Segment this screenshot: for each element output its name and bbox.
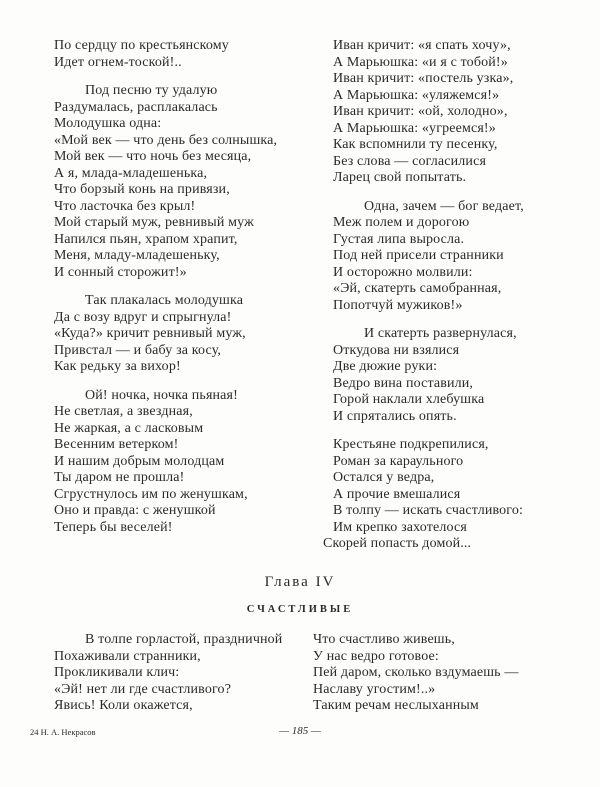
verse-line: И спрятались опять.: [333, 408, 457, 424]
verse-line: Прокликивали клич:: [54, 665, 180, 680]
verse-line: Пей даром, сколько вздумаешь —: [313, 665, 519, 680]
verse-line: Остался у ведра,: [333, 470, 435, 485]
verse-line: Не жаркая, а с ласковым: [54, 420, 204, 436]
verse-line: Похаживали странники,: [54, 648, 201, 664]
chapter-subtitle: СЧАСТЛИВЫЕ: [246, 604, 354, 615]
stanza: [323, 437, 524, 553]
verse-line: Так плакалась молодушка: [85, 293, 244, 308]
verse-line: «Куда?» кричит ревнивый муж,: [54, 326, 246, 341]
verse-line: Две дюжие руки:: [333, 359, 438, 374]
verse-line: Под ней присели странники: [333, 248, 504, 263]
verse-line: Что счастливо живешь,: [313, 632, 455, 647]
verse-line: Меж полем и дорогою: [333, 215, 470, 230]
stanza: [54, 632, 282, 715]
verse-line: Не светлая, а звездная,: [54, 404, 193, 419]
verse-line: Наславу угостим!..»: [313, 681, 436, 697]
verse-line: Таким речам неслыханным: [313, 698, 479, 713]
verse-line: Иван кричит: «постель узка»,: [333, 71, 514, 86]
verse-line: По сердцу по крестьянскому: [54, 38, 229, 53]
verse-line: И сонный сторожит!»: [54, 264, 187, 280]
verse-line: А Марьюшка: «и я с тобой!»: [333, 54, 508, 70]
verse-line: Им крепко захотелося: [333, 519, 467, 535]
verse-line: Иван кричит: «я спать хочу»,: [333, 38, 511, 53]
verse-line: Скорей попасть домой...: [323, 536, 472, 551]
stanza: [54, 83, 277, 281]
chapter-title: Глава IV: [264, 574, 336, 590]
verse-line: Напился пьян, храпом храпит,: [54, 231, 238, 247]
bottom-right-column: [313, 632, 519, 727]
verse-line: А Марьюшка: «уляжемся!»: [333, 87, 500, 103]
verse-line: И нашим добрым молодцам: [54, 453, 225, 469]
verse-line: И скатерть развернулася,: [364, 326, 517, 341]
left-column: [54, 38, 277, 548]
verse-line: Молодушка одна:: [54, 116, 162, 131]
verse-line: Крестьяне подкрепилися,: [333, 437, 489, 452]
verse-line: Меня, младу-младешеньку,: [54, 248, 220, 263]
verse-line: А я, млада-младешенька,: [54, 165, 208, 181]
stanza: [333, 199, 524, 315]
verse-line: Что борзый конь на привязи,: [54, 182, 230, 197]
verse-line: Оно и правда: с женушкой: [54, 503, 216, 518]
verse-line: Ой! ночка, ночка пьяная!: [85, 387, 238, 403]
verse-line: Мой век — что ночь без месяца,: [54, 149, 252, 164]
verse-line: Ведро вина поставили,: [333, 375, 474, 391]
verse-line: Привстал — и бабу за косу,: [54, 342, 222, 358]
verse-line: «Эй, скатерть самобранная,: [333, 281, 502, 296]
verse-line: Сгрустнулось им по женушкам,: [54, 486, 248, 502]
verse-line: Весенним ветерком!: [54, 437, 179, 452]
verse-line: Роман за караульного: [333, 453, 464, 469]
verse-line: Попотчуй мужиков!»: [333, 297, 463, 313]
verse-line: Раздумалась, расплакалась: [54, 99, 218, 115]
stanza: [54, 293, 277, 376]
stanza: [333, 326, 524, 425]
verse-line: Идет огнем-тоской!..: [54, 54, 182, 70]
right-column: [323, 38, 524, 565]
verse-line: Ты даром не прошла!: [54, 470, 185, 485]
stanza: [54, 388, 277, 537]
verse-line: Что ласточка без крыл!: [54, 198, 196, 214]
verse-line: «Мой век — что день без солнышка,: [54, 132, 278, 148]
stanza: [313, 632, 519, 715]
stanza: [333, 38, 524, 187]
verse-line: Мой старый муж, ревнивый муж: [54, 215, 254, 230]
verse-line: Как редьку за вихор!: [54, 359, 181, 374]
verse-line: Иван кричит: «ой, холодно»,: [333, 104, 508, 119]
page-number: — 185 —: [279, 725, 321, 737]
verse-line: Горой наклали хлебушка: [333, 392, 485, 407]
verse-line: Под песню ту удалую: [85, 83, 218, 98]
verse-line: Да с возу вдруг и спрыгнула!: [54, 309, 232, 325]
verse-line: А Марьюшка: «угреемся!»: [333, 120, 496, 136]
verse-line: В толпе горластой, праздничной: [85, 632, 283, 647]
verse-line: Откудова ни взялися: [333, 342, 460, 358]
verse-line: У нас ведро готовое:: [313, 648, 439, 664]
verse-line: В толпу — искать счастливого:: [333, 503, 524, 518]
stanza: [54, 38, 277, 71]
verse-line: Ларец свой попытать.: [333, 170, 467, 185]
verse-line: Как вспомнили ту песенку,: [333, 137, 498, 152]
verse-line: Одна, зачем — бог ведает,: [364, 198, 524, 214]
verse-line: «Эй! нет ли где счастливого?: [54, 681, 232, 697]
verse-line: Явись! Коли окажется,: [54, 698, 193, 713]
verse-line: А прочие вмешалися: [333, 486, 461, 502]
bottom-left-column: [54, 632, 282, 727]
verse-line: Густая липа выросла.: [333, 231, 465, 247]
verse-line: Без слова — согласилися: [333, 153, 487, 169]
verse-line: Теперь бы веселей!: [54, 519, 173, 535]
verse-line: И осторожно молвили:: [333, 264, 473, 280]
footer-signature: 24 Н. А. Некрасов: [30, 727, 96, 737]
